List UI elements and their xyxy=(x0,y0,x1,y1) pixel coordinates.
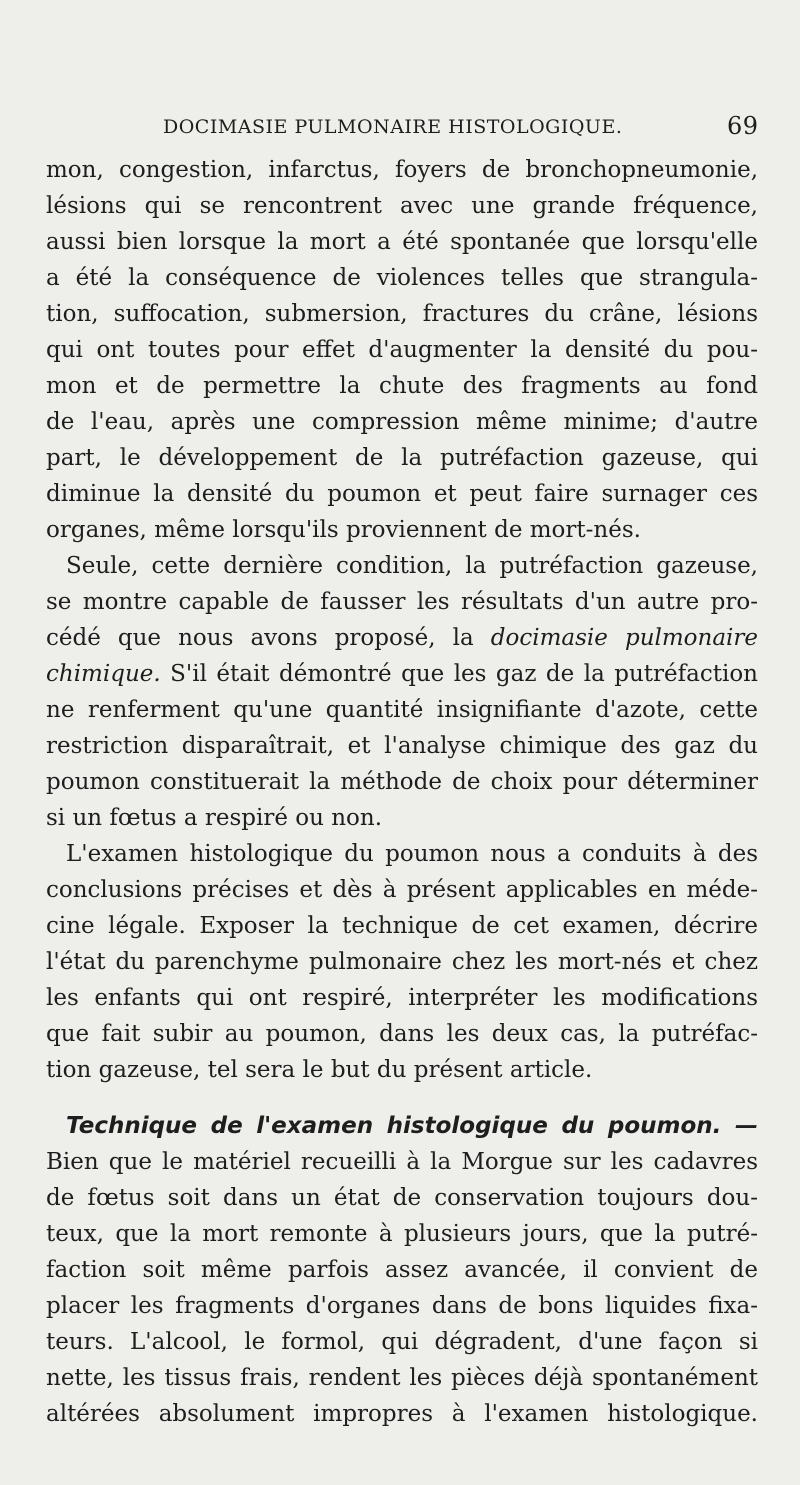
text-line: les enfants qui ont respiré, interpréter les modifications xyxy=(46,985,758,1011)
text-line xyxy=(46,656,758,692)
text-line: L'examen histologique du poumon nous a conduits à des xyxy=(66,841,758,867)
text-line: altérées absolument impropres à l'examen histologique. xyxy=(46,1401,758,1427)
text-line: qui ont toutes pour effet d'augmenter la densité du pou- xyxy=(46,337,758,363)
text-line: Seule, cette dernière condition, la putréfaction gazeuse, xyxy=(66,553,758,579)
section-heading: Technique de l'examen histologique du poumon. xyxy=(66,1113,722,1139)
text-line: si un fœtus a respiré ou non. xyxy=(46,805,383,831)
text-line: poumon constituerait la méthode de choix pour déterminer xyxy=(46,769,758,795)
text-line: aussi bien lorsque la mort a été spontanée que lorsqu'elle xyxy=(46,229,758,255)
paragraph-1 xyxy=(46,152,758,548)
text-line xyxy=(46,620,758,656)
text-line: tion gazeuse, tel sera le but du présent article. xyxy=(46,1057,593,1083)
section-technique xyxy=(46,1108,758,1432)
text-line: teux, que la mort remonte à plusieurs jours, que la putré- xyxy=(46,1221,758,1247)
section-spacer xyxy=(46,1088,758,1108)
section-heading-line xyxy=(46,1108,758,1144)
text-run: S'il était démontré que les gaz de la putréfaction xyxy=(160,661,758,687)
text-line: nette, les tissus frais, rendent les pièces déjà spontanément xyxy=(46,1365,758,1391)
text-line: conclusions précises et dès à présent applicables en méde- xyxy=(46,877,758,903)
text-line: de fœtus soit dans un état de conservation toujours dou- xyxy=(46,1185,758,1211)
text-line: part, le développement de la putréfaction gazeuse, qui xyxy=(46,445,758,471)
text-line: mon, congestion, infarctus, foyers de bronchopneumonie, xyxy=(46,157,758,183)
text-line: lésions qui se rencontrent avec une grande fréquence, xyxy=(46,193,758,219)
text-line: tion, suffocation, submersion, fractures du crâne, lésions xyxy=(46,301,758,327)
text-line: diminue la densité du poumon et peut faire surnager ces xyxy=(46,481,758,507)
page-body xyxy=(46,152,758,1432)
italic-term: chimique. xyxy=(46,661,161,687)
text-line: faction soit même parfois assez avancée, il convient de xyxy=(46,1257,758,1283)
text-line: placer les fragments d'organes dans de bons liquides fixa- xyxy=(46,1293,758,1319)
header-title: DOCIMASIE PULMONAIRE HISTOLOGIQUE. xyxy=(163,116,623,138)
paragraph-2 xyxy=(46,548,758,836)
text-line: cine légale. Exposer la technique de cet examen, décrire xyxy=(46,913,758,939)
text-run: cédé que nous avons proposé, la xyxy=(46,625,491,651)
text-line: organes, même lorsqu'ils proviennent de mort-nés. xyxy=(46,517,641,543)
running-header xyxy=(0,112,800,142)
heading-dash: — xyxy=(721,1113,758,1139)
text-line: a été la conséquence de violences telles que strangula- xyxy=(46,265,758,291)
text-line: l'état du parenchyme pulmonaire chez les mort-nés et chez xyxy=(46,949,758,975)
text-line: ne renferment qu'une quantité insignifiante d'azote, cette xyxy=(46,697,758,723)
text-line: que fait subir au poumon, dans les deux cas, la putréfac- xyxy=(46,1021,758,1047)
page-number: 69 xyxy=(727,112,759,140)
text-line: Bien que le matériel recueilli à la Morgue sur les cadavres xyxy=(46,1149,758,1175)
italic-term: docimasie pulmonaire xyxy=(490,625,759,651)
text-line: teurs. L'alcool, le formol, qui dégradent, d'une façon si xyxy=(46,1329,758,1355)
text-line: restriction disparaîtrait, et l'analyse chimique des gaz du xyxy=(46,733,758,759)
text-line: se montre capable de fausser les résultats d'un autre pro- xyxy=(46,589,758,615)
text-line: de l'eau, après une compression même minime; d'autre xyxy=(46,409,758,435)
paragraph-3 xyxy=(46,836,758,1088)
text-line: mon et de permettre la chute des fragments au fond xyxy=(46,373,758,399)
